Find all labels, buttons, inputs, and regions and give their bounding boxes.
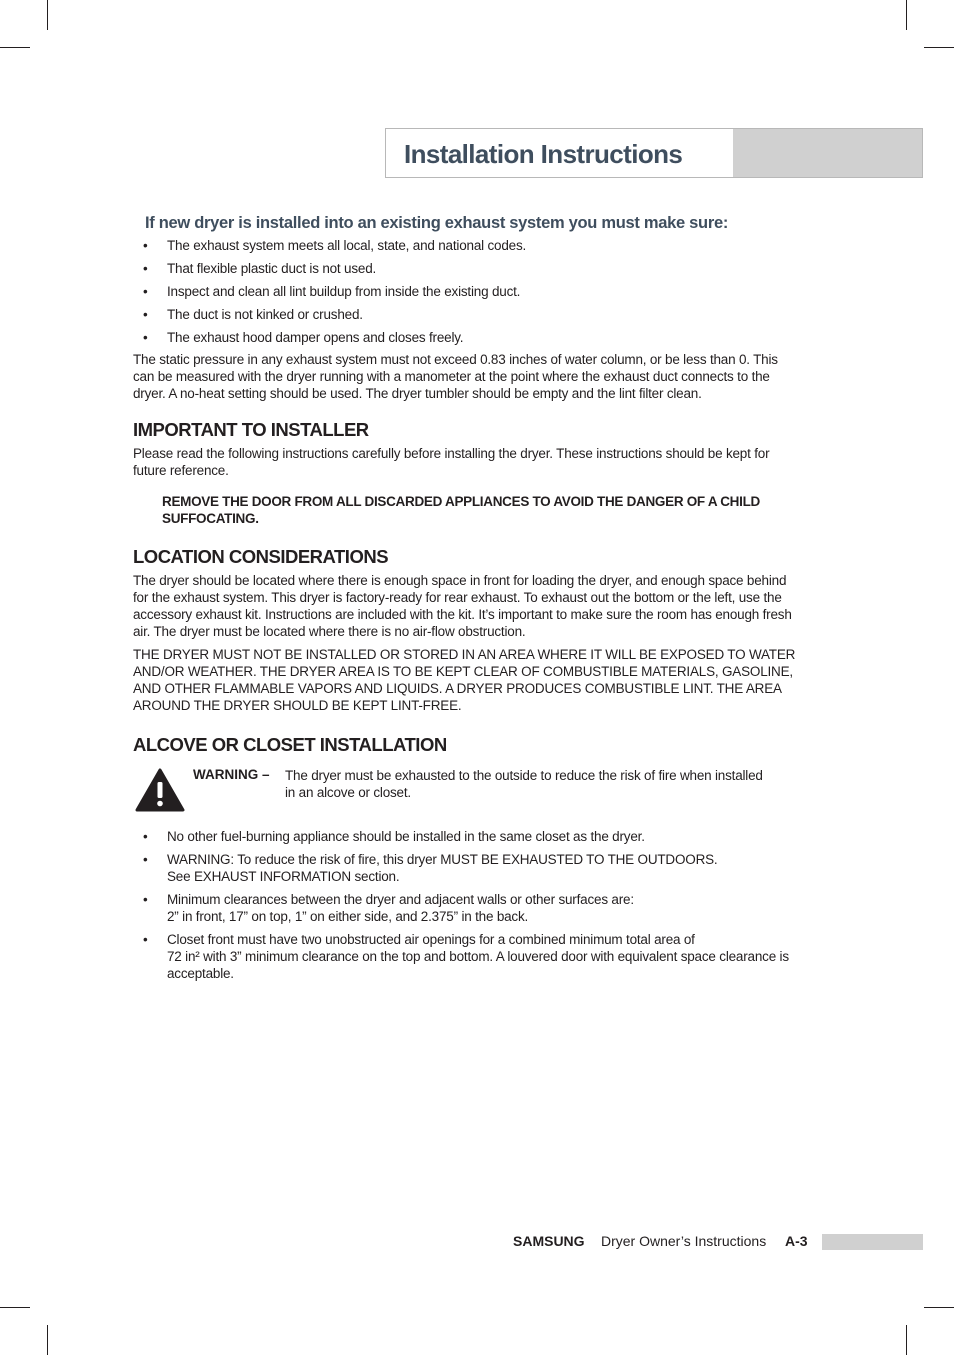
door-warning: REMOVE THE DOOR FROM ALL DISCARDED APPLIANCES TO AVOID THE DANGER OF A CHILD SUFFOCATING. xyxy=(162,494,760,526)
list-item: • Minimum clearances between the dryer and adjacent walls or other surfaces are: 2” in front, 17” on top, 1” on either side, and 2.375” in the back. xyxy=(133,891,798,925)
warning-triangle-icon xyxy=(135,768,185,812)
crop-mark xyxy=(924,47,954,48)
intro-lead: If new dryer is installed into an existing exhaust system you must make sure: xyxy=(145,214,729,232)
important-text: Please read the following instructions carefully before installing the dryer. These instructions should be kept for future reference. xyxy=(133,446,770,478)
page-title: Installation Instructions xyxy=(404,139,683,169)
crop-mark xyxy=(906,0,907,30)
list-item: • No other fuel-burning appliance should be installed in the same closet as the dryer. xyxy=(133,828,798,845)
page-number: A-3 xyxy=(785,1233,808,1249)
list-item: • The exhaust hood damper opens and closes freely. xyxy=(133,329,798,346)
static-pressure-paragraph: The static pressure in any exhaust system must not exceed 0.83 inches of water column, or be less than 0. This can be measured with the dryer running with a manometer at the point where the exhaust duct connects to the dryer. A no-heat setting should be used. The dryer tumbler should be empty and the lint filter clean. xyxy=(133,352,778,401)
footer-document-title: Dryer Owner’s Instructions xyxy=(601,1233,767,1249)
fire-warning xyxy=(133,766,798,816)
crop-mark xyxy=(0,47,30,48)
list-item: • The exhaust system meets all local, state, and national codes. xyxy=(133,237,798,254)
main-content xyxy=(133,214,798,988)
crop-mark xyxy=(47,1325,48,1355)
section-header xyxy=(385,128,923,178)
list-item: • Inspect and clean all lint buildup from inside the existing duct. xyxy=(133,283,798,300)
important-heading: IMPORTANT TO INSTALLER xyxy=(133,419,369,440)
footer-accent-bar xyxy=(822,1234,923,1250)
footer-brand: SAMSUNG xyxy=(513,1233,585,1249)
list-item: • That flexible plastic duct is not used. xyxy=(133,260,798,277)
list-item: • WARNING: To reduce the risk of fire, this dryer MUST BE EXHAUSTED TO THE OUTDOORS. See EXHAUST INFORMATION section. xyxy=(133,851,798,885)
location-text: The dryer should be located where there is enough space in front for loading the dryer, and enough space behind for the exhaust system. This dryer is factory-ready for rear exhaust. To exhaust out the bottom or the left, use the accessory exhaust kit. Instructions are included with the kit. It’s important to make sure the room has enough fresh air. The dryer must be located where there is no air-flow obstruction. xyxy=(133,573,792,639)
header-accent-bar xyxy=(733,129,922,177)
warning-label: WARNING – xyxy=(193,767,270,782)
list-item: • Closet front must have two unobstructed air openings for a combined minimum total area of 72 in² with 3” minimum clearance on the top and bottom. A louvered door with equivalent space clearance is acceptable. xyxy=(133,931,798,982)
location-caps-warning: THE DRYER MUST NOT BE INSTALLED OR STORED IN AN AREA WHERE IT WILL BE EXPOSED TO WATER AND/OR WEATHER. THE DRYER AREA IS TO BE KEPT CLEAR OF COMBUSTIBLE MATERIALS, GASOLINE, AND OTHER FLAMMABLE VAPORS AND LIQUIDS. A DRYER PRODUCES COMBUSTIBLE LINT. THE AREA AROUND THE DRYER SHOULD BE KEPT LINT-FREE. xyxy=(133,647,796,713)
crop-mark xyxy=(0,1307,30,1308)
alcove-heading: ALCOVE OR CLOSET INSTALLATION xyxy=(133,734,447,755)
intro-checklist xyxy=(133,237,798,346)
location-heading: LOCATION CONSIDERATIONS xyxy=(133,546,389,567)
list-item: • The duct is not kinked or crushed. xyxy=(133,306,798,323)
crop-mark xyxy=(906,1325,907,1355)
alcove-list xyxy=(133,828,798,982)
warning-text: The dryer must be exhausted to the outside to reduce the risk of fire when installed in an alcove or closet. xyxy=(285,768,763,800)
page-footer xyxy=(0,1232,954,1252)
crop-mark xyxy=(47,0,48,30)
crop-mark xyxy=(924,1307,954,1308)
